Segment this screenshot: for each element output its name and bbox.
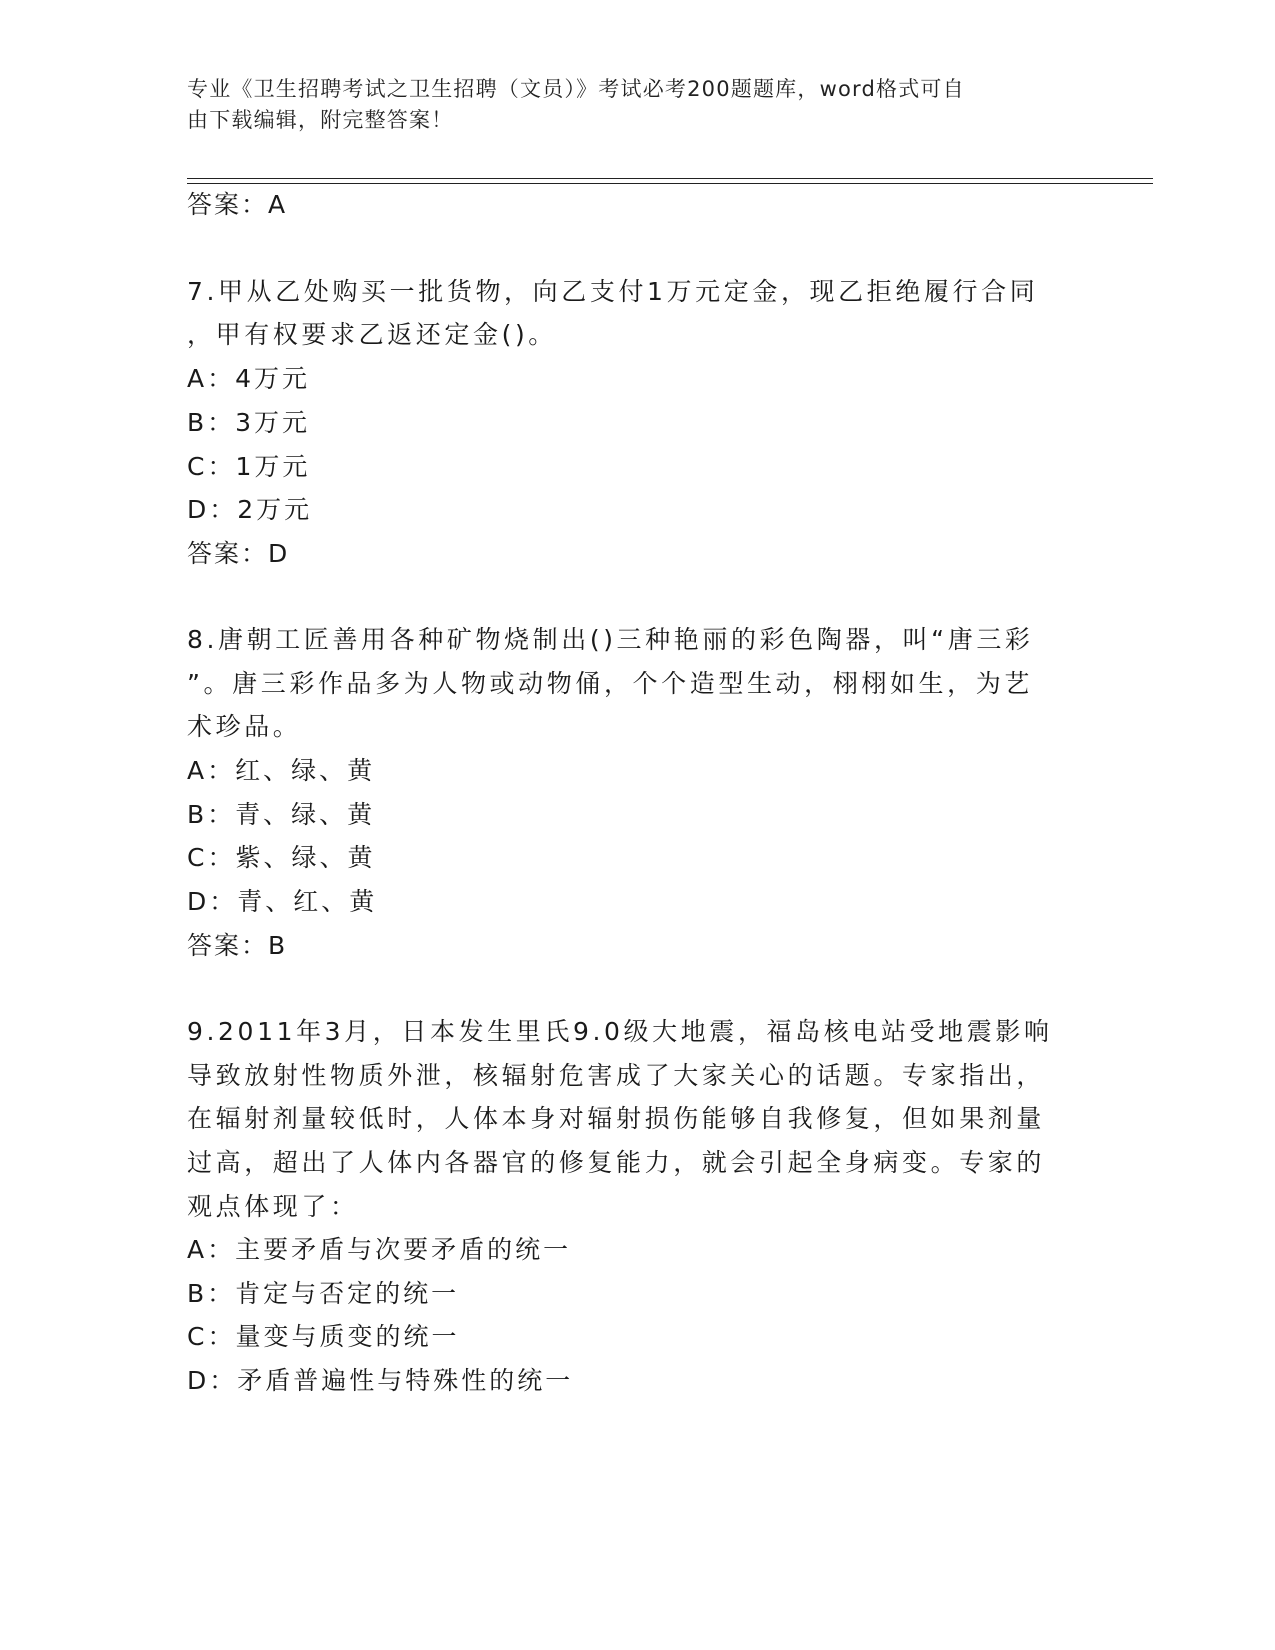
q7-option-c: C：1万元	[187, 452, 311, 481]
previous-question-answer: 答案：A	[187, 190, 288, 219]
q8-answer: 答案：B	[187, 931, 288, 960]
q7-text-line-2: ，甲有权要求乙返还定金()。	[187, 320, 557, 349]
q9-text-line-4: 过高，超出了人体内各器官的修复能力，就会引起全身病变。专家的	[187, 1148, 1046, 1177]
q9-text-line-2: 导致放射性物质外泄，核辐射危害成了大家关心的话题。专家指出，	[187, 1061, 1046, 1090]
q8-text-line-1: 8.唐朝工匠善用各种矿物烧制出()三种艳丽的彩色陶器，叫“唐三彩	[187, 625, 1034, 654]
q7-option-a: A：4万元	[187, 364, 311, 393]
q7-answer: 答案：D	[187, 539, 290, 568]
header-divider-bottom	[187, 183, 1153, 184]
q8-option-d: D：青、红、黄	[187, 887, 378, 916]
q8-text-line-2: ”。唐三彩作品多为人物或动物俑，个个造型生动，栩栩如生，为艺	[187, 669, 1033, 698]
header-title-line-2: 由下载编辑，附完整答案！	[187, 108, 454, 132]
q7-text-line-1: 7.甲从乙处购买一批货物，向乙支付1万元定金，现乙拒绝履行合同	[187, 277, 1039, 306]
q8-option-a: A：红、绿、黄	[187, 756, 376, 785]
header-title-line-1: 专业《卫生招聘考试之卫生招聘（文员）》考试必考200题题库，word格式可自	[187, 77, 965, 101]
document-header	[187, 74, 1067, 136]
q9-option-c: C：量变与质变的统一	[187, 1322, 460, 1351]
q9-text-line-1: 9.2011年3月，日本发生里氏9.0级大地震，福岛核电站受地震影响	[187, 1017, 1053, 1046]
q9-option-b: B：肯定与否定的统一	[187, 1279, 460, 1308]
q9-option-a: A：主要矛盾与次要矛盾的统一	[187, 1235, 572, 1264]
q9-text-line-3: 在辐射剂量较低时，人体本身对辐射损伤能够自我修复，但如果剂量	[187, 1104, 1046, 1133]
q9-text-line-5: 观点体现了：	[187, 1192, 359, 1221]
q7-option-b: B：3万元	[187, 408, 311, 437]
q8-text-line-3: 术珍品。	[187, 712, 302, 741]
q9-option-d: D：矛盾普遍性与特殊性的统一	[187, 1366, 574, 1395]
q7-option-d: D：2万元	[187, 495, 313, 524]
header-divider-top	[187, 178, 1153, 179]
q8-option-c: C：紫、绿、黄	[187, 843, 376, 872]
q8-option-b: B：青、绿、黄	[187, 800, 376, 829]
